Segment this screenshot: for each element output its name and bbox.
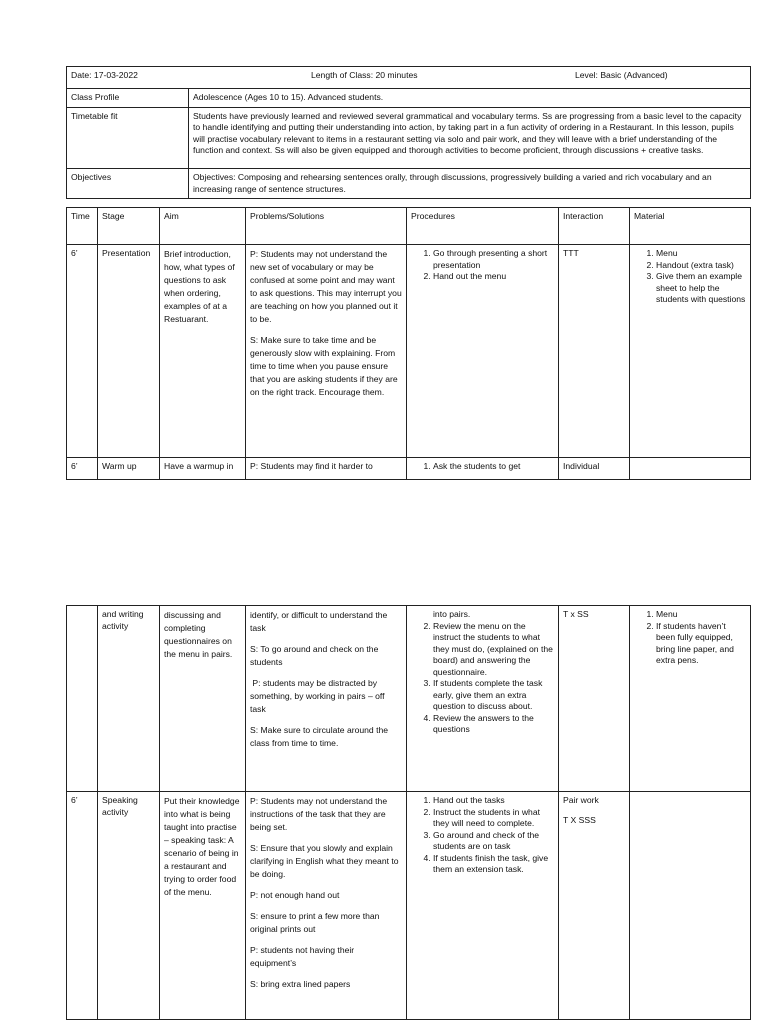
presentation-problem: P: Students may not understand the new set of vocabulary or may be confused at some point and may want to ask questions. This may interrupt you are teaching on how you planned out it to be. <box>250 249 402 324</box>
speaking-procedures <box>407 792 559 1020</box>
material-item: 2. If students haven’t been fully equipped, bring line paper, and extra pens. <box>656 621 746 667</box>
speaking-problems <box>246 792 407 1020</box>
header-row <box>67 67 751 89</box>
timetable-fit-text: Students have previously learned and reviewed several grammatical and vocabulary terms. Ss are progressing from a basic level to the capacity to handle identifying and putting their understanding into action, by taking part in a fun activity of ordering in a Restaurant. In this lesson, pupils will practise vocabulary relevant to items in a restaurant setting via solo and pair work, and they will leave with a brief understanding of the function and context. Ss will also be given equipped and thorough activities to become proficient, through discussions + creative tasks. <box>189 108 751 169</box>
warmup-stage: Warm up <box>98 458 160 480</box>
procedure-item: 4. If students finish the task, give them an extension task. <box>433 853 554 876</box>
speaking-problem: P: not enough hand out <box>250 890 340 900</box>
writing-problems <box>246 606 407 792</box>
writing-problem-2: P: students may be distracted by something, by working in pairs – off task <box>250 678 387 714</box>
header-time: Time <box>67 208 98 245</box>
lesson-info-table <box>66 66 751 199</box>
speaking-row <box>67 792 751 1020</box>
header-material: Material <box>630 208 751 245</box>
writing-solution-2: S: Make sure to circulate around the class from time to time. <box>250 725 389 748</box>
page-2 <box>0 605 768 1024</box>
procedure-item: 3. If students complete the task early, give them an extra question to discuss about. <box>433 678 554 713</box>
procedure-item: 2. Hand out the menu <box>433 271 554 283</box>
procedure-item: 1. Go through presenting a short presentation <box>433 248 554 271</box>
presentation-interaction: TTT <box>559 245 630 458</box>
material-item: 3. Give them an example sheet to help the students with questions <box>656 271 746 306</box>
interaction-t-x-sss: T X SSS <box>563 814 596 825</box>
speaking-time: 6’ <box>67 792 98 1020</box>
presentation-time: 6’ <box>67 245 98 458</box>
header-procedures: Procedures <box>407 208 559 245</box>
presentation-procedures <box>407 245 559 458</box>
header-aim: Aim <box>160 208 246 245</box>
procedure-item: 2. Review the menu on the instruct the students to what they must do, (explained on the board) and answering the questionnaire. <box>433 621 554 679</box>
lesson-plan-table <box>66 207 751 480</box>
warmup-interaction: Individual <box>559 458 630 480</box>
objectives-label: Objectives <box>67 169 189 199</box>
class-profile-label: Class Profile <box>67 89 189 108</box>
procedure-item: 2. Instruct the students in what they will need to complete. <box>433 807 554 830</box>
warmup-time: 6’ <box>67 458 98 480</box>
speaking-solution: S: bring extra lined papers <box>250 979 351 989</box>
presentation-stage: Presentation <box>98 245 160 458</box>
writing-solution-1: S: To go around and check on the students <box>250 644 379 667</box>
writing-procedures <box>407 606 559 792</box>
presentation-problems <box>246 245 407 458</box>
procedure-item: 3. Go around and check of the students are on task <box>433 830 554 853</box>
procedure-item: 4. Review the answers to the questions <box>433 713 554 736</box>
speaking-problem: P: Students may not understand the instructions of the task that they are being set. <box>250 796 388 832</box>
level-label: Level: Basic (Advanced) <box>575 70 668 80</box>
timetable-fit-label: Timetable fit <box>67 108 189 169</box>
interaction-pair-work: Pair work <box>563 795 599 805</box>
header-problems: Problems/Solutions <box>246 208 407 245</box>
presentation-row <box>67 245 751 458</box>
writing-problem-1: identify, or difficult to understand the task <box>250 610 388 633</box>
writing-row <box>67 606 751 792</box>
procedure-item: 1. Hand out the tasks <box>433 795 554 807</box>
warmup-aim: Have a warmup in <box>160 458 246 480</box>
speaking-problem: P: students not having their equipment’s <box>250 945 355 968</box>
material-item: 2. Handout (extra task) <box>656 260 746 272</box>
writing-aim: discussing and completing questionnaires on the menu in pairs. <box>160 606 246 792</box>
plan-header-row <box>67 208 751 245</box>
class-profile-text: Adolescence (Ages 10 to 15). Advanced students. <box>189 89 751 108</box>
speaking-materials <box>630 792 751 1020</box>
presentation-materials <box>630 245 751 458</box>
presentation-aim: Brief introduction, how, what types of questions to ask when ordering, examples of at a Restuarant. <box>160 245 246 458</box>
header-interaction: Interaction <box>559 208 630 245</box>
date-label: Date: 17-03-2022 <box>71 70 138 80</box>
presentation-solution: S: Make sure to take time and be generously slow with explaining. From time to time when you pause ensure that you are asking students if they are on the right track. Encourage them. <box>250 335 398 397</box>
warmup-problem: P: Students may find it harder to <box>246 458 407 480</box>
speaking-aim: Put their knowledge into what is being taught into practise – speaking task: A scenario of being in a restaurant and trying to order food of the menu. <box>160 792 246 1020</box>
warmup-procedures <box>407 458 559 480</box>
writing-interaction: T x SS <box>559 606 630 792</box>
lesson-plan-table-continued <box>66 605 751 1020</box>
writing-materials <box>630 606 751 792</box>
speaking-solution: S: Ensure that you slowly and explain clarifying in English what they meant to be doing. <box>250 843 399 879</box>
warmup-row <box>67 458 751 480</box>
material-item: 1. Menu <box>656 609 746 621</box>
objectives-text: Objectives: Composing and rehearsing sentences orally, through discussions, progressively building a varied and rich vocabulary and an increasing range of sentence structures. <box>189 169 751 199</box>
length-label: Length of Class: 20 minutes <box>311 70 418 80</box>
procedure-item: 1. Ask the students to get <box>433 461 554 473</box>
speaking-interaction <box>559 792 630 1020</box>
writing-stage: and writing activity <box>98 606 160 792</box>
procedure-continued: into pairs. <box>433 609 471 619</box>
writing-time <box>67 606 98 792</box>
material-item: 1. Menu <box>656 248 746 260</box>
header-stage: Stage <box>98 208 160 245</box>
speaking-stage: Speaking activity <box>98 792 160 1020</box>
speaking-solution: S: ensure to print a few more than original prints out <box>250 911 380 934</box>
warmup-materials <box>630 458 751 480</box>
